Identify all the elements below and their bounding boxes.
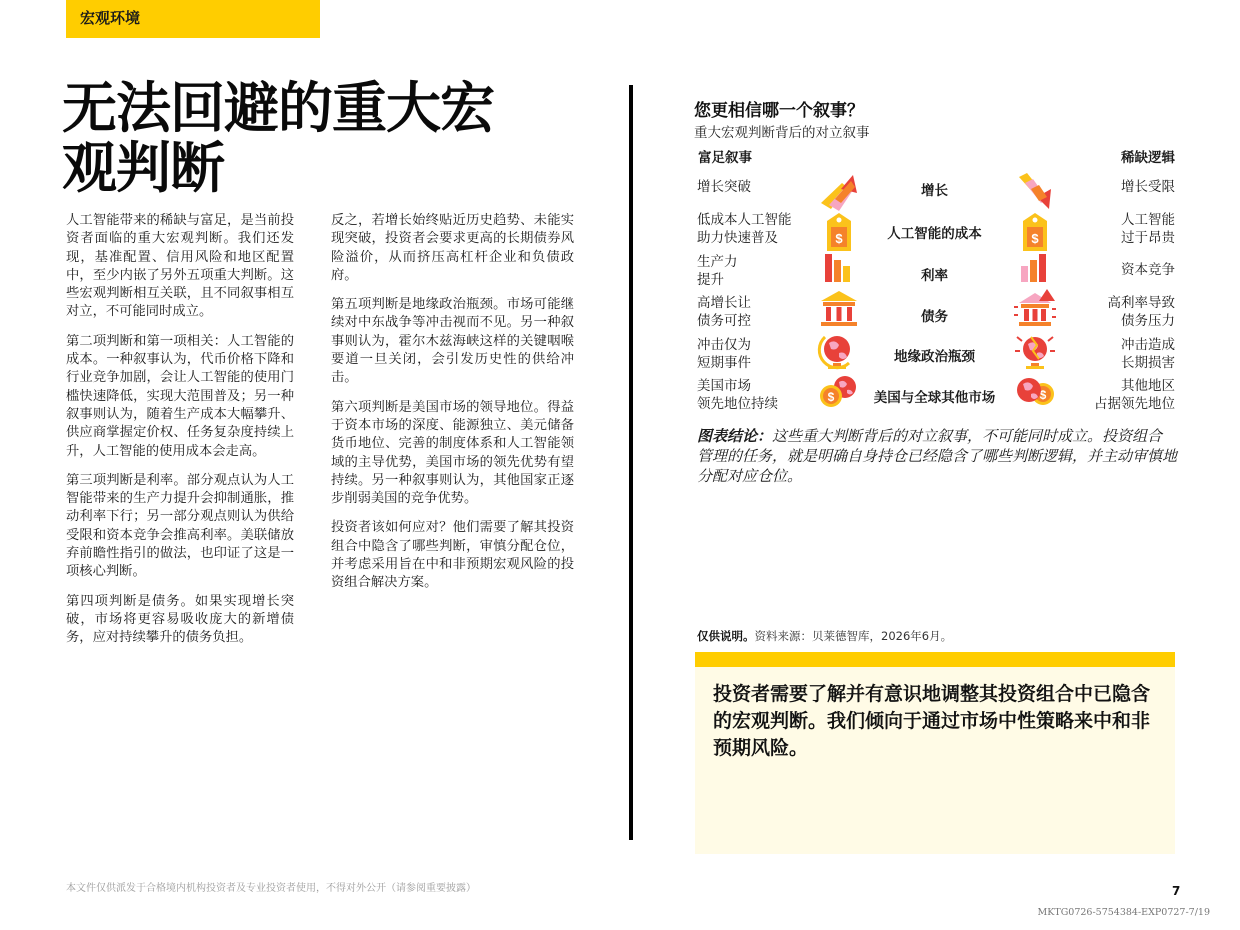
narrative-row-us-vs-world xyxy=(697,378,1175,418)
right-column-heading: 稀缺逻辑 xyxy=(1121,150,1175,166)
globe-shock-icon xyxy=(1013,331,1057,371)
theme-label: 增长 xyxy=(921,183,948,199)
panel-subtitle: 重大宏观判断背后的对立叙事 xyxy=(694,125,870,141)
theme-label: 美国与全球其他市场 xyxy=(873,390,996,406)
source-note xyxy=(697,628,952,644)
narrative-row-debt xyxy=(697,295,1175,335)
coin-globe-icon xyxy=(1013,372,1057,412)
abundance-text: 增长突破 xyxy=(697,179,751,195)
left-column-heading: 富足叙事 xyxy=(698,150,752,166)
abundance-text: 美国市场 领先地位持续 xyxy=(697,378,778,412)
conclusion-text: 这些重大判断背后的对立叙事，不可能同时成立。投资组合管理的任务，就是明确自身持仓已经隐含了哪些判断逻辑，并主动审慎地分配对应仓位。 xyxy=(697,427,1178,485)
theme-label: 债务 xyxy=(921,309,948,325)
arrow-down-icon xyxy=(1013,173,1057,213)
paragraph: 人工智能带来的稀缺与富足，是当前投资者面临的重大宏观判断。我们还发现，基准配置、信用风险和地区配置中，至少内嵌了另外五项重大判断。这些宏观判断相互关联，且不同叙事相互对立，不可能同时成立。 xyxy=(66,213,294,320)
paragraph: 第六项判断是美国市场的领导地位。得益于资本市场的深度、能源独立、美元储备货币地位、完善的制度体系和人工智能领域的主导优势，美国市场的领先优势有望持续。另一种叙事则认为，其他国家正逐步削弱美国的竞争优势。 xyxy=(331,399,574,507)
vertical-divider xyxy=(629,85,633,840)
page-title xyxy=(62,78,582,198)
title-line-2: 观判断 xyxy=(62,136,225,200)
chart-conclusion xyxy=(697,426,1177,486)
svg-text:$: $ xyxy=(835,231,843,246)
scarcity-text: 增长受限 xyxy=(1121,179,1175,195)
conclusion-label: 图表结论： xyxy=(697,427,773,445)
svg-text:$: $ xyxy=(1031,231,1039,246)
scarcity-text: 冲击造成 长期损害 xyxy=(1121,337,1175,371)
narrative-row-rates xyxy=(697,254,1175,294)
scarcity-text: 人工智能 过于昂贵 xyxy=(1121,212,1175,246)
body-column-2 xyxy=(331,212,574,604)
abundance-text: 低成本人工智能 助力快速普及 xyxy=(697,212,792,246)
paragraph: 第二项判断和第一项相关：人工智能的成本。一种叙事认为，代币价格下降和行业竞争加剧，会让人工智能的使用门槛快速降低，实现大范围普及；另一种叙事则认为，随着生产成本大幅攀升、供应商掌握定价权、任务复杂度持续上升，人工智能的使用成本会走高。 xyxy=(66,333,294,459)
scarcity-text: 高利率导致 债务压力 xyxy=(1107,295,1175,329)
scarcity-text: 其他地区 占据领先地位 xyxy=(1094,378,1175,412)
disclaimer: 本文件仅供派发于合格境内机构投资者及专业投资者使用，不得对外公开（请参阅重要披露） xyxy=(66,883,476,894)
footnote-label: 仅供说明。 xyxy=(697,629,755,643)
body-column-1 xyxy=(66,212,294,659)
scarcity-text: 资本竞争 xyxy=(1121,262,1175,278)
theme-label: 利率 xyxy=(921,268,948,284)
footnote-text: 资料来源：贝莱德智库，2026年6月。 xyxy=(754,629,953,643)
paragraph: 第三项判断是利率。部分观点认为人工智能带来的生产力提升会抑制通胀，推动利率下行；另一部分观点则认为供给受限和资本竞争会推高利率。美联储放弃前瞻性指引的做法，也印证了这是一项核心判断。 xyxy=(66,472,294,580)
narrative-row-geopolitics xyxy=(697,337,1175,377)
theme-label: 地缘政治瓶颈 xyxy=(894,349,975,365)
page-number: 7 xyxy=(1172,884,1181,898)
narrative-row-ai-cost xyxy=(697,212,1175,252)
document-code: MKTG0726-5754384-EXP0727-7/19 xyxy=(1037,907,1210,918)
abundance-text: 生产力 提升 xyxy=(697,254,738,288)
svg-text:$: $ xyxy=(827,390,835,404)
svg-text:$: $ xyxy=(1039,388,1047,402)
bars-rising-icon xyxy=(1013,248,1057,288)
bank-alert-icon xyxy=(1013,289,1057,329)
abundance-text: 冲击仅为 短期事件 xyxy=(697,337,751,371)
paragraph: 反之，若增长始终贴近历史趋势、未能实现突破，投资者会要求更高的长期债券风险溢价，从而挤压高杠杆企业和负债政府。 xyxy=(331,213,574,283)
key-takeaway-callout: 投资者需要了解并有意识地调整其投资组合中已隐含的宏观判断。我们倾向于通过市场中性策略来中和非预期风险。 xyxy=(695,667,1175,854)
paragraph: 投资者该如何应对？他们需要了解其投资组合中隐含了哪些判断，审慎分配仓位，并考虑采用旨在中和非预期宏观风险的投资组合解决方案。 xyxy=(331,520,574,591)
title-line-1: 无法回避的重大宏 xyxy=(62,76,495,140)
abundance-text: 高增长让 债务可控 xyxy=(697,295,751,329)
callout-accent-bar xyxy=(695,652,1175,667)
section-tag: 宏观环境 xyxy=(66,0,320,38)
paragraph: 第四项判断是债务。如果实现增长突破，市场将更容易吸收庞大的新增债务，应对持续攀升的债务负担。 xyxy=(66,593,294,646)
paragraph: 第五项判断是地缘政治瓶颈。市场可能继续对中东战争等冲击视而不见。另一种叙事则认为，霍尔木兹海峡这样的关键咽喉要道一旦关闭，会引发历史性的供给冲击。 xyxy=(331,297,574,386)
panel-title: 您更相信哪一个叙事？ xyxy=(694,101,864,121)
theme-label: 人工智能的成本 xyxy=(887,226,982,242)
